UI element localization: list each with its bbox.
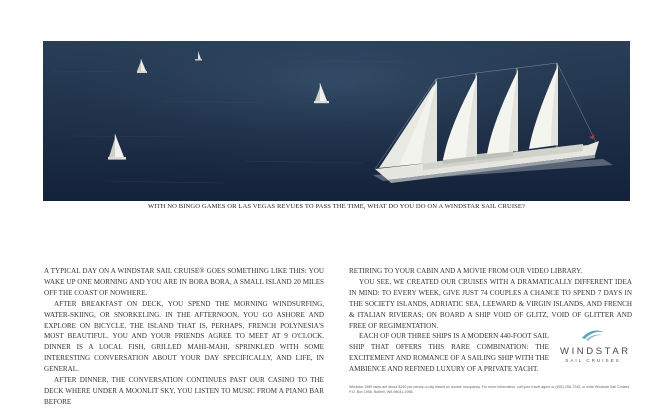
- body-paragraph: RETIRING TO YOUR CABIN AND A MOVIE FROM OUR VIDEO LIBRARY.: [349, 267, 583, 275]
- body-paragraph: A TYPICAL DAY ON A WINDSTAR SAIL CRUISE® GOES SOMETHING LIKE THIS: YOU WAKE UP ONE MORNING AND YOU ARE IN BORA BORA, A SMALL ISLAND 20 MILES OFF THE COAST OF NOWHERE.: [44, 267, 324, 297]
- body-paragraph: AFTER DINNER, THE CONVERSATION CONTINUES PAST OUR CASINO TO THE DECK WHERE UNDER A MOONLIT SKY, YOU LISTEN TO MUSIC FROM A PIANO BAR BEFORE: [44, 376, 324, 406]
- windstar-logo-icon: [580, 329, 606, 341]
- body-paragraph: YOU SEE, WE CREATED OUR CRUISES WITH A DRAMATICALLY DIFFERENT IDEA IN MIND: TO EVERY WEEK, GIVE JUST 74 COUPLES A CHANCE TO SPEND 7 DAYS IN THE SOCIETY ISLANDS, ADRIATIC SEA, LEEWARD & VIRGIN ISLANDS, AND FRENCH & ITALIAN RIVIERAS; ON BOARD A SHIP VOID OF GLITZ, VOID OF GLITTER AND FREE OF REGIMENTATION.: [349, 277, 632, 330]
- fine-print: Windstar 1989 rates are about $160 per person a day based on double occupancy. For more information, call your travel agent or (800) 258-7245, or write Windstar Sail Cruises, P.O. Box 1956, Bothell, WA 98041-1956.: [349, 385, 631, 394]
- logo-brand-text: WINDSTAR: [560, 346, 631, 357]
- logo-sub-text: SAIL CRUISES: [565, 358, 621, 363]
- sailing-ship-photo: [43, 41, 630, 201]
- body-paragraph: EACH OF OUR THREE SHIPS IS A MODERN 440-FOOT SAIL SHIP THAT OFFERS THIS RARE COMBINATION: THE EXCITEMENT AND ROMANCE OF A SAILING SHIP WITH THE AMBIENCE AND REFINED LUXURY OF A PRIVATE YACHT.: [349, 332, 549, 374]
- body-paragraph: AFTER BREAKFAST ON DECK, YOU SPEND THE MORNING WINDSURFING, WATER-SKIING, OR SNORKELING. IN THE AFTERNOON, YOU GO ASHORE AND EXPLORE ON BICYCLE, THE ISLAND THAT IS, PERHAPS, FRENCH POLYNESIA'S MOST BEAUTIFUL. YOU AND YOUR FRIENDS AGREE TO MEET AT 9 O'CLOCK. DINNER IS A LOCAL FISH, GRILLED MAHI-MAHI, SPRINKLED WITH SOME INTERESTING CONVERSATION ABOUT YOUR DAY SPECIFICALLY, AND LIFE, IN GENERAL.: [44, 299, 324, 374]
- body-column-left: [44, 266, 324, 408]
- windstar-logo: [560, 328, 631, 363]
- photo-caption: WITH NO BINGO GAMES OR LAS VEGAS REVUES TO PASS THE TIME, WHAT DO YOU DO ON A WINDSTAR SAIL CRUISE?: [147, 203, 526, 210]
